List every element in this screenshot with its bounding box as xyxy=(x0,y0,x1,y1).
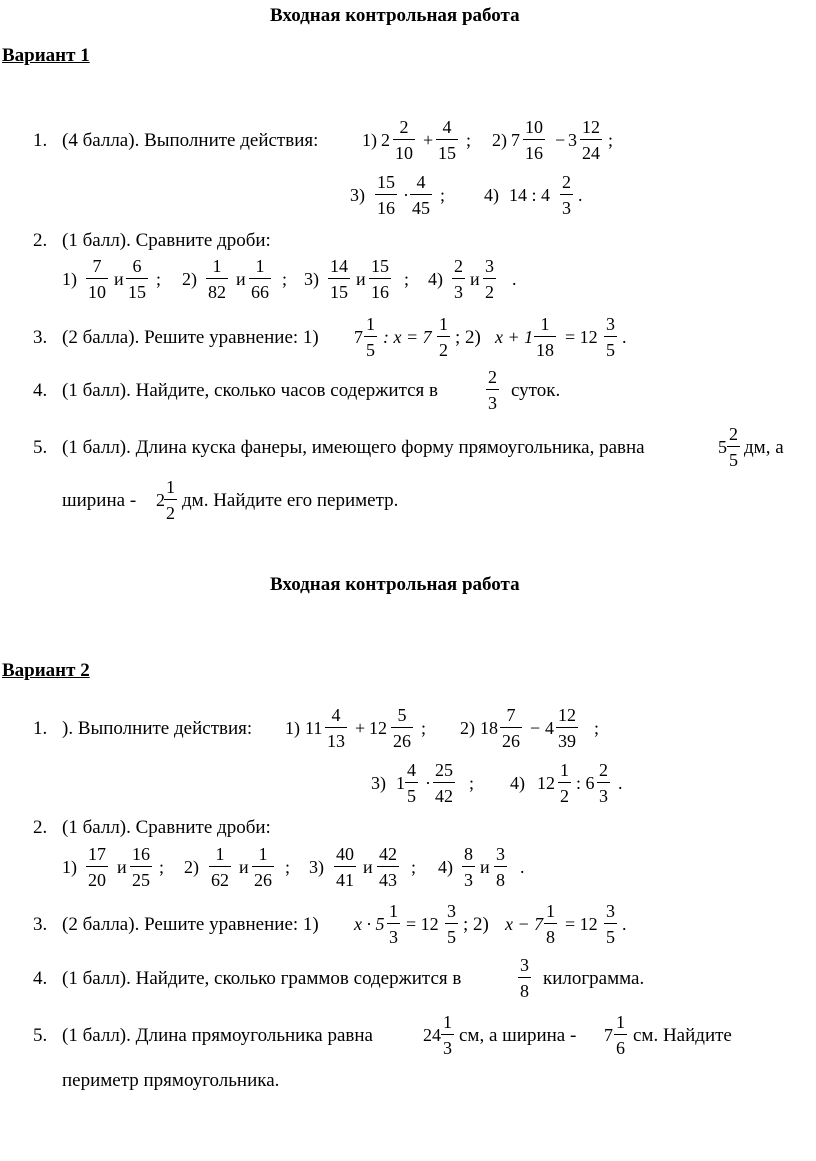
punctuation: ; xyxy=(440,185,446,205)
conjunction: и xyxy=(236,269,246,289)
denominator: 62 xyxy=(211,870,229,890)
denominator: 8 xyxy=(546,927,555,947)
item-label: 1) xyxy=(62,269,77,289)
fraction xyxy=(483,257,496,301)
fraction xyxy=(614,1013,627,1057)
task-text-tail: суток. xyxy=(511,380,561,401)
denominator: 25 xyxy=(132,870,150,890)
denominator: 26 xyxy=(393,731,411,751)
numerator: 2 xyxy=(454,256,463,276)
numerator: 4 xyxy=(407,760,416,780)
numerator: 7 xyxy=(506,705,516,725)
numerator: 3 xyxy=(606,901,615,921)
numerator: 10 xyxy=(525,117,543,137)
item-label: 3) xyxy=(309,857,324,877)
task-number: 1. xyxy=(33,718,48,739)
numerator: 1 xyxy=(616,1012,625,1032)
fraction xyxy=(86,257,108,301)
punctuation: ; xyxy=(411,857,417,877)
operator: − xyxy=(530,718,541,738)
fraction xyxy=(377,845,399,889)
punctuation: ; xyxy=(156,269,162,289)
denominator: 5 xyxy=(366,340,375,360)
expression: x + 1 xyxy=(495,327,534,347)
operator: − xyxy=(555,130,566,150)
operator: + xyxy=(423,130,434,150)
denominator: 16 xyxy=(525,143,543,163)
expression: = 12 xyxy=(565,327,598,347)
task-number: 5. xyxy=(33,1025,48,1046)
denominator: 3 xyxy=(464,870,473,890)
denominator: 2 xyxy=(485,282,494,302)
task-number: 2. xyxy=(33,230,48,251)
fraction xyxy=(391,706,413,750)
punctuation: ; xyxy=(421,718,427,738)
conjunction: и xyxy=(480,857,490,877)
page-title: Входная контрольная работа xyxy=(270,5,520,26)
fraction xyxy=(604,315,617,359)
fraction xyxy=(86,845,108,889)
punctuation: ; xyxy=(404,269,410,289)
fraction xyxy=(727,425,740,469)
task-text: (1 балл). Длина прямоугольника равна xyxy=(62,1025,373,1046)
fraction xyxy=(462,845,475,889)
denominator: 41 xyxy=(336,870,354,890)
whole-part: 2 xyxy=(156,490,165,510)
whole-part: 18 xyxy=(480,718,498,738)
denominator: 2 xyxy=(439,340,448,360)
whole-part: 5 xyxy=(718,437,727,457)
task-number: 1. xyxy=(33,130,48,151)
fraction xyxy=(523,118,545,162)
numerator: 2 xyxy=(488,367,497,387)
denominator: 18 xyxy=(536,340,554,360)
whole-part: 3 xyxy=(568,130,577,150)
whole-part: 12 xyxy=(369,718,387,738)
denominator: 66 xyxy=(251,282,269,302)
numerator: 1 xyxy=(255,256,265,276)
fraction xyxy=(387,902,400,946)
fraction xyxy=(209,845,231,889)
numerator: 12 xyxy=(558,705,576,725)
task-text-tail: килограмма. xyxy=(543,968,645,989)
punctuation: ; 2) xyxy=(463,914,489,935)
whole-part: 7 xyxy=(511,130,520,150)
punctuation: ; 2) xyxy=(455,327,481,348)
fraction xyxy=(445,902,458,946)
fraction xyxy=(249,257,271,301)
punctuation: ; xyxy=(282,269,288,289)
item-label: 1) xyxy=(62,857,77,877)
denominator: 3 xyxy=(599,786,608,806)
item-label: 3) xyxy=(371,773,386,793)
task-text: (1 балл). Сравните дроби: xyxy=(62,230,271,251)
whole-part: 1 xyxy=(396,773,405,793)
task-text: (4 балла). Выполните действия: xyxy=(62,130,319,151)
whole-part: 2 xyxy=(381,130,390,150)
numerator: 2 xyxy=(399,117,409,137)
denominator: 5 xyxy=(606,340,615,360)
numerator: 2 xyxy=(599,760,608,780)
conjunction: и xyxy=(356,269,366,289)
conjunction: и xyxy=(117,857,127,877)
fraction xyxy=(252,845,274,889)
task-text: (1 балл). Сравните дроби: xyxy=(62,817,271,838)
denominator: 3 xyxy=(454,282,463,302)
denominator: 6 xyxy=(616,1038,625,1058)
numerator: 1 xyxy=(560,760,569,780)
item-label: 4) xyxy=(510,773,525,793)
numerator: 2 xyxy=(729,424,738,444)
task-text: ). Выполните действия: xyxy=(62,718,253,739)
whole-part: 7 xyxy=(354,327,363,347)
fraction xyxy=(452,257,465,301)
item-label: 1) xyxy=(362,130,377,150)
whole-part: 12 xyxy=(537,773,555,793)
fraction xyxy=(130,845,152,889)
numerator: 3 xyxy=(496,844,505,864)
punctuation: ; xyxy=(608,130,614,150)
punctuation: . xyxy=(520,857,525,877)
denominator: 5 xyxy=(407,786,416,806)
punctuation: ; xyxy=(466,130,472,150)
fraction xyxy=(436,118,458,162)
fraction xyxy=(433,761,455,805)
expression: = 12 xyxy=(565,914,598,934)
denominator: 15 xyxy=(438,143,456,163)
item-label: 2) xyxy=(492,130,507,150)
numerator: 7 xyxy=(92,256,102,276)
denominator: 2 xyxy=(166,503,175,523)
numerator: 3 xyxy=(447,901,456,921)
item-label: 4) xyxy=(428,269,443,289)
task-number: 2. xyxy=(33,817,48,838)
denominator: 82 xyxy=(208,282,226,302)
denominator: 42 xyxy=(435,786,453,806)
whole-part: 24 xyxy=(423,1025,441,1045)
numerator: 1 xyxy=(166,477,175,497)
numerator: 40 xyxy=(336,844,354,864)
task-text: (1 балл). Длина куска фанеры, имеющего форму прямоугольника, равна xyxy=(62,437,645,458)
numerator: 4 xyxy=(416,172,426,192)
task-number: 3. xyxy=(33,327,48,348)
numerator: 15 xyxy=(371,256,389,276)
numerator: 1 xyxy=(443,1012,452,1032)
numerator: 6 xyxy=(132,256,142,276)
item-label: 1) xyxy=(285,718,300,738)
numerator: 1 xyxy=(546,901,555,921)
operator: + xyxy=(355,718,366,738)
punctuation: . xyxy=(512,269,517,289)
conjunction: и xyxy=(239,857,249,877)
numerator: 12 xyxy=(582,117,600,137)
punctuation: ; xyxy=(469,773,475,793)
numerator: 15 xyxy=(377,172,395,192)
expression: 14 : 4 xyxy=(509,185,551,205)
task-text-line2: периметр прямоугольника. xyxy=(62,1070,280,1091)
denominator: 16 xyxy=(377,198,395,218)
denominator: 8 xyxy=(520,981,529,1001)
variant-heading: Вариант 2 xyxy=(2,660,90,681)
denominator: 3 xyxy=(389,927,398,947)
fraction xyxy=(544,902,557,946)
item-label: 2) xyxy=(184,857,199,877)
denominator: 26 xyxy=(254,870,272,890)
fraction xyxy=(604,902,617,946)
conjunction: и xyxy=(114,269,124,289)
denominator: 5 xyxy=(606,927,615,947)
fraction xyxy=(334,845,356,889)
denominator: 5 xyxy=(447,927,456,947)
expression: = 12 xyxy=(406,914,439,934)
task-number: 4. xyxy=(33,380,48,401)
fraction xyxy=(560,173,573,217)
punctuation: . xyxy=(622,914,627,934)
denominator: 15 xyxy=(128,282,146,302)
expression: x · 5 xyxy=(354,914,385,934)
numerator: 14 xyxy=(330,256,348,276)
page-title: Входная контрольная работа xyxy=(270,574,520,595)
task-text-tail: см. Найдите xyxy=(633,1025,732,1046)
task-number: 5. xyxy=(33,437,48,458)
numerator: 42 xyxy=(379,844,397,864)
numerator: 3 xyxy=(520,955,529,975)
numerator: 25 xyxy=(435,760,453,780)
task-number: 4. xyxy=(33,968,48,989)
task-text: (2 балла). Решите уравнение: 1) xyxy=(62,914,319,935)
fraction xyxy=(486,368,499,412)
punctuation: ; xyxy=(594,718,600,738)
numerator: 1 xyxy=(439,314,448,334)
item-label: 4) xyxy=(484,185,499,205)
fraction xyxy=(375,173,397,217)
operator: : 6 xyxy=(576,773,595,793)
task-text: (1 балл). Найдите, сколько часов содержится в xyxy=(62,380,438,401)
denominator: 45 xyxy=(412,198,430,218)
numerator: 1 xyxy=(366,314,375,334)
expression: x − 7 xyxy=(505,914,544,934)
numerator: 1 xyxy=(215,844,225,864)
fraction xyxy=(364,315,377,359)
numerator: 1 xyxy=(258,844,268,864)
denominator: 20 xyxy=(88,870,106,890)
numerator: 4 xyxy=(442,117,452,137)
fraction xyxy=(500,706,522,750)
numerator: 4 xyxy=(331,705,341,725)
task-text-tail: см, а ширина - xyxy=(459,1025,577,1046)
numerator: 1 xyxy=(212,256,222,276)
fraction xyxy=(164,478,177,522)
punctuation: . xyxy=(578,185,583,205)
denominator: 8 xyxy=(496,870,505,890)
fraction xyxy=(441,1013,454,1057)
numerator: 8 xyxy=(464,844,473,864)
punctuation: . xyxy=(622,327,627,347)
denominator: 24 xyxy=(582,143,600,163)
fraction xyxy=(580,118,602,162)
task-text: (2 балла). Решите уравнение: 1) xyxy=(62,327,319,348)
denominator: 43 xyxy=(379,870,397,890)
denominator: 3 xyxy=(562,198,571,218)
punctuation: ; xyxy=(159,857,165,877)
numerator: 3 xyxy=(606,314,615,334)
denominator: 10 xyxy=(395,143,413,163)
denominator: 39 xyxy=(558,731,576,751)
denominator: 2 xyxy=(560,786,569,806)
numerator: 2 xyxy=(562,172,571,192)
numerator: 3 xyxy=(485,256,494,276)
fraction xyxy=(328,257,350,301)
fraction xyxy=(410,173,432,217)
denominator: 10 xyxy=(88,282,106,302)
conjunction: и xyxy=(470,269,480,289)
conjunction: и xyxy=(363,857,373,877)
fraction xyxy=(369,257,391,301)
item-label: 3) xyxy=(304,269,319,289)
whole-part: 11 xyxy=(305,718,323,738)
task-number: 3. xyxy=(33,914,48,935)
expression: : x = 7 xyxy=(383,327,432,347)
item-label: 4) xyxy=(438,857,453,877)
denominator: 15 xyxy=(330,282,348,302)
numerator: 1 xyxy=(540,314,550,334)
denominator: 16 xyxy=(371,282,389,302)
task-text-tail: дм. Найдите его периметр. xyxy=(182,490,399,511)
fraction xyxy=(437,315,450,359)
fraction xyxy=(405,761,418,805)
operator: · xyxy=(403,185,409,205)
numerator: 5 xyxy=(397,705,407,725)
denominator: 26 xyxy=(502,731,520,751)
fraction xyxy=(556,706,578,750)
denominator: 3 xyxy=(488,393,497,413)
whole-part: 4 xyxy=(545,718,554,738)
variant-heading: Вариант 1 xyxy=(2,45,90,66)
fraction xyxy=(558,761,571,805)
item-label: 2) xyxy=(460,718,475,738)
denominator: 3 xyxy=(443,1038,452,1058)
item-label: 3) xyxy=(350,185,365,205)
denominator: 13 xyxy=(327,731,345,751)
fraction xyxy=(597,761,610,805)
numerator: 16 xyxy=(132,844,150,864)
fraction xyxy=(393,118,415,162)
fraction xyxy=(206,257,228,301)
fraction xyxy=(518,956,531,1000)
task-text: (1 балл). Найдите, сколько граммов содержится в xyxy=(62,968,462,989)
punctuation: ; xyxy=(285,857,291,877)
punctuation: . xyxy=(618,773,623,793)
fraction xyxy=(126,257,148,301)
numerator: 1 xyxy=(389,901,398,921)
task-text-tail: дм, а xyxy=(744,437,784,458)
task-text-line2: ширина - xyxy=(62,490,137,511)
denominator: 5 xyxy=(729,450,738,470)
numerator: 17 xyxy=(88,844,106,864)
fraction xyxy=(494,845,507,889)
fraction xyxy=(325,706,347,750)
item-label: 2) xyxy=(182,269,197,289)
operator: · xyxy=(425,773,431,793)
fraction xyxy=(534,315,556,359)
whole-part: 7 xyxy=(604,1025,613,1045)
